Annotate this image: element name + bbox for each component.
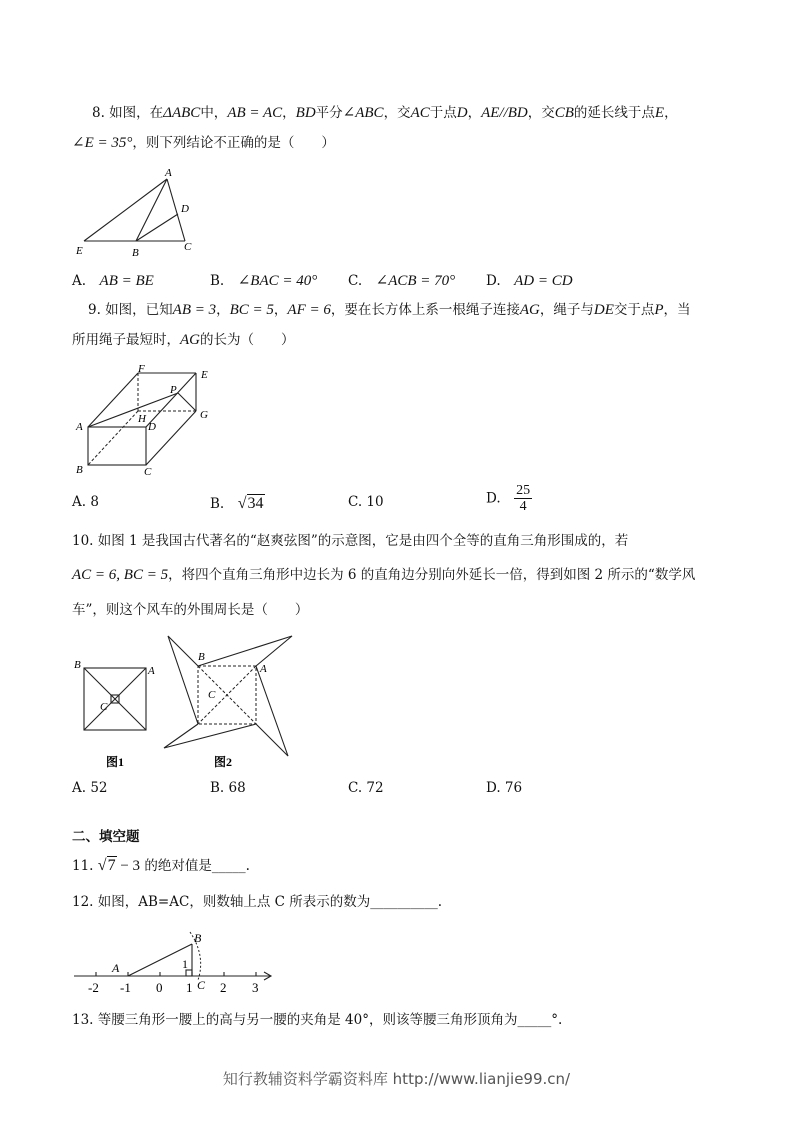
q10-fig1-label-c: C xyxy=(100,701,108,713)
q8-label-d: D xyxy=(181,203,189,215)
q9-label-p: P xyxy=(170,384,177,396)
q10-line3: 车”，则这个风车的外围周长是（ ） xyxy=(72,602,309,618)
q10-option-c: C. 72 xyxy=(348,780,384,796)
section-title: 二、填空题 xyxy=(72,829,140,845)
q10-option-a: A. 52 xyxy=(72,780,108,796)
q9-figure xyxy=(70,360,220,480)
q9-option-c: C. 10 xyxy=(348,494,384,510)
q9-label-f: F xyxy=(138,363,145,375)
q8-option-a: A. AB = BE xyxy=(72,273,154,289)
q10-fig1-label-a: A xyxy=(148,665,155,677)
q12-tick-1: 1 xyxy=(186,980,193,995)
q10-fig2-caption: 图2 xyxy=(214,755,233,769)
q9-label-d: D xyxy=(148,421,156,433)
q9-label-h: H xyxy=(138,413,146,425)
q13-text: 13. 等腰三角形一腰上的高与另一腰的夹角是 40°，则该等腰三角形顶角为_____°. xyxy=(72,1012,563,1028)
q9-fraction: $\frac{25}{4}$ xyxy=(516,483,531,514)
q12-tick--1: -1 xyxy=(120,980,131,995)
q11: 11. √7 − 3 的绝对值是_____. xyxy=(72,857,250,874)
q10-fig2-label-c: C xyxy=(208,689,216,701)
page-footer: 知行教辅资料学霸资料库 http://www.lianjie99.cn/ xyxy=(222,1070,571,1088)
q8-line2: ∠E = 35°，则下列结论不正确的是（ ） xyxy=(72,135,335,151)
q8-label-c: C xyxy=(184,241,192,253)
q10-line2: AC = 6, BC = 5，将四个直角三角形中边长为 6 的直角边分别向外延长一倍，得到如图 2 所示的“数学风 xyxy=(72,567,696,583)
q8-label-b: B xyxy=(132,247,139,259)
q9-option-a: A. 8 xyxy=(72,494,99,510)
q9-label-c: C xyxy=(144,466,152,478)
q9-label-b: B xyxy=(76,464,83,476)
q10-fig1-label-b: B xyxy=(74,659,81,671)
q10-option-d: D. 76 xyxy=(486,780,523,796)
q9-label-a: A xyxy=(76,421,83,433)
q12-tick-3: 3 xyxy=(252,980,259,995)
q8-line1: 8. 如图，在ΔABC中，AB = AC，BD平分∠ABC，交AC于点D，AE//BD，交CB的延长线于点E， xyxy=(92,105,678,121)
q9-sqrt: √34 xyxy=(237,495,264,512)
q9-label-g: G xyxy=(200,409,208,421)
q8-option-c: C. ∠ACB = 70° xyxy=(348,273,456,289)
q8-option-b: B. ∠BAC = 40° xyxy=(210,273,318,289)
q10-figure-2 xyxy=(160,630,300,770)
q10-fig2-label-b: B xyxy=(198,651,205,663)
q11-sqrt: √7 xyxy=(97,857,116,874)
q12-label-c: C xyxy=(197,978,206,992)
q12-label-b: B xyxy=(194,931,202,945)
q12-tick-2: 2 xyxy=(220,980,227,995)
q12-tick-0: 0 xyxy=(156,980,163,995)
q10-line1: 10. 如图 1 是我国古代著名的“赵爽弦图”的示意图，它是由四个全等的直角三角形围成的，若 xyxy=(72,533,629,549)
q9-option-b: B. √34 xyxy=(210,495,264,512)
q10-fig1-caption: 图1 xyxy=(106,755,125,769)
q9-label-e: E xyxy=(201,369,208,381)
q12-tick--2: -2 xyxy=(88,980,99,995)
q9-line2: 所用绳子最短时，AG的长为（ ） xyxy=(72,332,295,348)
q10-figure-1 xyxy=(70,630,160,770)
q8-figure xyxy=(70,162,210,262)
q12-text: 12. 如图，AB=AC，则数轴上点 C 所表示的数为__________. xyxy=(72,894,443,910)
q12-label-one: 1 xyxy=(182,957,188,971)
q12-label-a: A xyxy=(112,961,120,975)
q9-line1: 9. 如图，已知AB = 3，BC = 5，AF = 6，要在长方体上系一根绳子连接AG，绳子与DE交于点P，当 xyxy=(88,302,691,318)
q10-fig2-label-a: A xyxy=(260,663,267,675)
q8-option-d: D. AD = CD xyxy=(486,273,573,289)
q9-option-d: D. $\frac{25}{4}$ xyxy=(486,483,531,514)
q12-number-line xyxy=(70,920,280,998)
q8-label-e: E xyxy=(76,245,83,257)
q8-label-a: A xyxy=(165,167,172,179)
q10-option-b: B. 68 xyxy=(210,780,246,796)
